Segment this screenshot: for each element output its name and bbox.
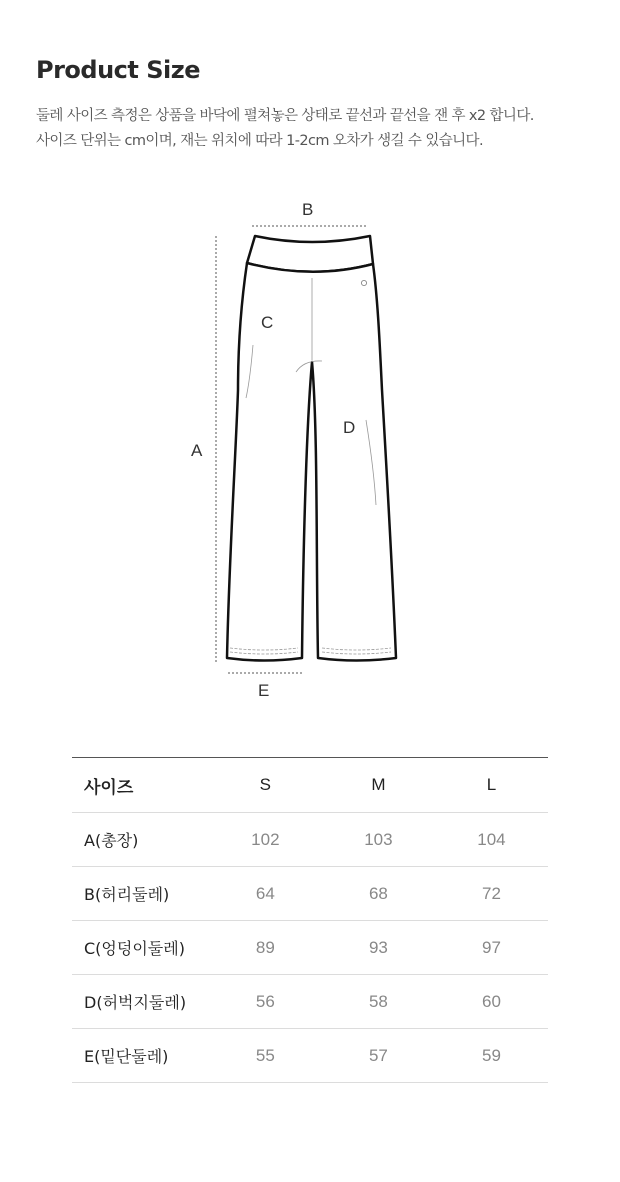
size-column-s: S bbox=[209, 758, 322, 813]
cell-value: 89 bbox=[209, 921, 322, 975]
page-title: Product Size bbox=[36, 56, 200, 84]
row-label: A(총장) bbox=[72, 813, 209, 867]
cell-value: 60 bbox=[435, 975, 548, 1029]
row-label: C(엉덩이둘레) bbox=[72, 921, 209, 975]
size-table-header-row bbox=[72, 758, 548, 813]
cell-value: 57 bbox=[322, 1029, 435, 1083]
cell-value: 68 bbox=[322, 867, 435, 921]
cell-value: 72 bbox=[435, 867, 548, 921]
size-header-label: 사이즈 bbox=[72, 758, 209, 813]
table-row bbox=[72, 867, 548, 921]
cell-value: 103 bbox=[322, 813, 435, 867]
pants-outline bbox=[227, 236, 396, 661]
cell-value: 58 bbox=[322, 975, 435, 1029]
cell-value: 97 bbox=[435, 921, 548, 975]
size-table bbox=[72, 757, 548, 1083]
label-a: A bbox=[191, 441, 203, 460]
label-d: D bbox=[343, 418, 356, 437]
cell-value: 55 bbox=[209, 1029, 322, 1083]
cell-value: 93 bbox=[322, 921, 435, 975]
label-b: B bbox=[302, 200, 314, 219]
cell-value: 104 bbox=[435, 813, 548, 867]
table-row bbox=[72, 1029, 548, 1083]
row-label: B(허리둘레) bbox=[72, 867, 209, 921]
table-row bbox=[72, 921, 548, 975]
label-c: C bbox=[261, 313, 274, 332]
description-line-1: 둘레 사이즈 측정은 상품을 바닥에 펼쳐놓은 상태로 끝선과 끝선을 잰 후 x2 합니다. bbox=[36, 108, 534, 124]
cell-value: 102 bbox=[209, 813, 322, 867]
label-e: E bbox=[258, 681, 270, 700]
table-row bbox=[72, 975, 548, 1029]
table-row bbox=[72, 813, 548, 867]
row-label: D(허벅지둘레) bbox=[72, 975, 209, 1029]
cell-value: 64 bbox=[209, 867, 322, 921]
description-line-2: 사이즈 단위는 cm이며, 재는 위치에 따라 1-2cm 오차가 생길 수 있습니다. bbox=[36, 133, 483, 149]
row-label: E(밑단둘레) bbox=[72, 1029, 209, 1083]
cell-value: 59 bbox=[435, 1029, 548, 1083]
size-column-l: L bbox=[435, 758, 548, 813]
cell-value: 56 bbox=[209, 975, 322, 1029]
size-column-m: M bbox=[322, 758, 435, 813]
